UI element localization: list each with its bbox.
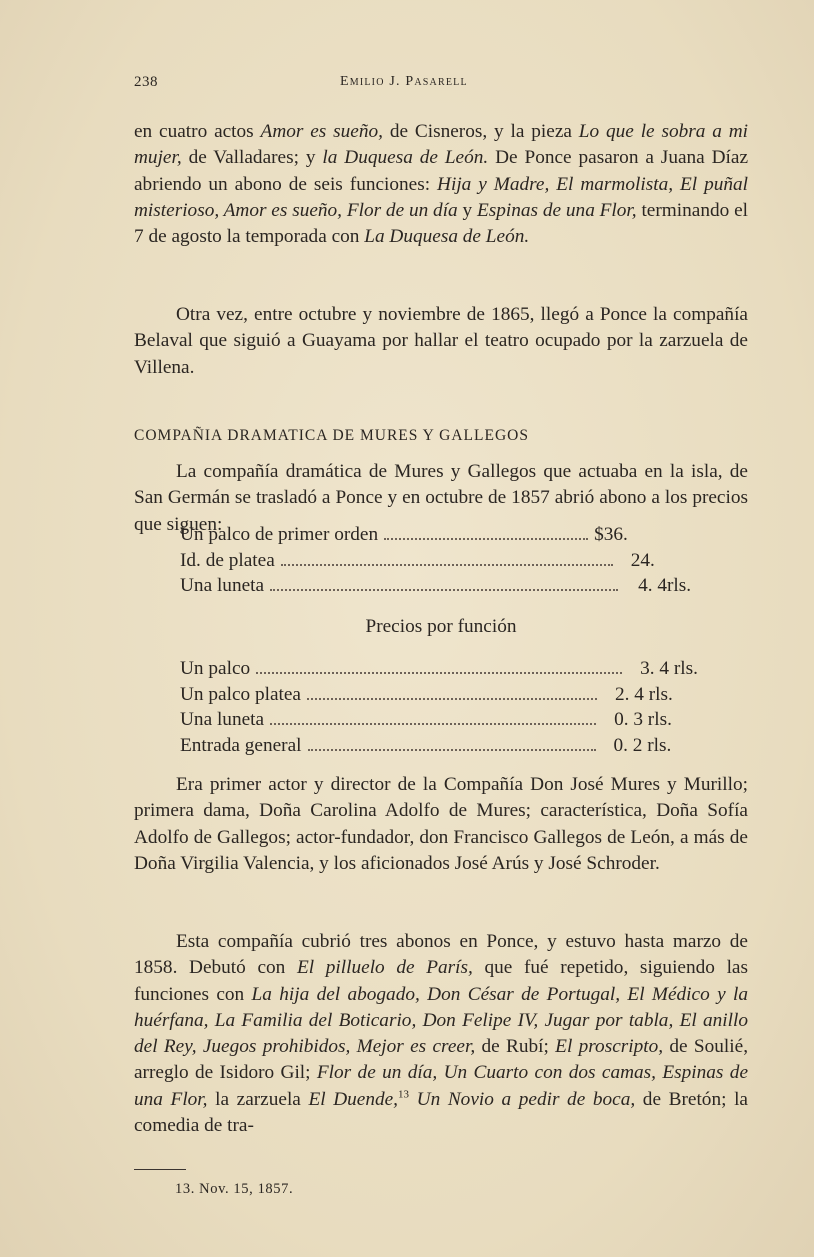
title-italic: El Duende, [308, 1088, 399, 1110]
footnote: 13. Nov. 15, 1857. [175, 1181, 294, 1197]
price-item: Una luneta [180, 575, 265, 596]
paragraph-4-text: Era primer actor y director de la Compañía Don José Mures y Murillo; primera dama, Doña Carolina Adolfo de Mures; característica, Doña Sofía Adolfo de Gallegos; actor-fundador, don Francisco Gallegos de León, a más de Doña Virgilia Valencia, y los aficionados José Arús y José Schroder. [134, 774, 748, 874]
price-row [180, 573, 746, 599]
title-italic: Espinas de una Flor, [477, 199, 637, 221]
price-row [180, 682, 746, 708]
price-value: 0. 3 rls. [614, 709, 672, 730]
title-italic: La Duquesa de León. [364, 226, 530, 248]
title-italic: El pilluelo de París, [296, 957, 473, 979]
text-span: de Soulié, arreglo de Isidoro Gil; [134, 1036, 749, 1084]
footnote-reference: 13 [398, 1088, 410, 1101]
paragraph-2-text: Otra vez, entre octubre y noviembre de 1865, llegó a Ponce la compañía Belaval que siguió a Guayama por hallar el teatro ocupado por la zarzuela de Villena. [134, 304, 748, 378]
paragraph-2 [134, 302, 748, 381]
text-span: Esta compañía cubrió tres abonos en Ponce, y estuvo hasta marzo de 1858. Debutó con [134, 931, 748, 979]
text-span: de Bretón; la comedia de tra- [134, 1088, 748, 1137]
title-italic: la Duquesa de León. [322, 147, 489, 169]
page-number: 238 [134, 74, 158, 90]
text-span: de Valladares; y [181, 147, 323, 169]
page-header [134, 74, 744, 94]
paragraph-1 [134, 119, 748, 250]
title-italic: Hija y Madre, El marmolista, El puñal misterioso, Amor es sueño, Flor de un día [134, 173, 748, 221]
abono-price-table [180, 522, 746, 599]
paragraph-5 [134, 929, 748, 1139]
text-span: y [457, 199, 477, 221]
price-row [180, 707, 746, 733]
paragraph-4 [134, 772, 748, 877]
dot-leader [270, 711, 596, 725]
text-span: en cuatro actos [134, 121, 261, 142]
price-item: Una luneta [180, 709, 265, 730]
dot-leader [307, 686, 597, 700]
text-span: De Ponce pasaron a Juana Díaz abriendo un abono de seis funciones: [134, 147, 749, 195]
text-span: de Cisneros, y la pieza [382, 121, 579, 142]
text-span: la zarzuela [207, 1088, 309, 1110]
price-item: Un palco platea [180, 683, 301, 705]
price-row [180, 733, 746, 759]
price-value: 2. 4 rls. [615, 683, 673, 705]
section-title: COMPAÑIA DRAMATICA DE MURES Y GALLEGOS [134, 427, 529, 444]
price-value: 4. 4rls. [638, 575, 692, 596]
price-item: Entrada general [180, 734, 302, 756]
dot-leader [384, 526, 588, 540]
title-italic: Amor es sueño, [260, 121, 383, 142]
title-italic: Lo que le sobra a mi mujer, [134, 121, 749, 169]
text-span [409, 1089, 417, 1110]
text-span: de Rubí; [475, 1036, 556, 1058]
price-value: 3. 4 rls. [640, 658, 698, 679]
price-value: 0. 2 rls. [613, 734, 672, 756]
price-value: 24. [630, 549, 655, 571]
function-price-table [180, 656, 746, 758]
title-italic: Flor de un día, Un Cuarto con dos camas, Espinas de una Flor, [134, 1062, 748, 1110]
text-span: terminando el 7 de agosto la temporada con [134, 199, 749, 248]
running-head: Emilio J. Pasarell [340, 74, 468, 89]
dot-leader [308, 737, 596, 751]
footnote-divider [134, 1169, 186, 1170]
text-span: que fué repetido, siguiendo las funciones con [134, 957, 748, 1005]
price-item: Un palco [180, 658, 251, 679]
dot-leader [270, 577, 618, 591]
price-row [180, 656, 746, 682]
price-row [180, 522, 746, 548]
price-item: Un palco de primer orden [180, 524, 379, 545]
prices-per-function-heading: Precios por función [365, 616, 517, 637]
title-italic: El proscripto, [555, 1036, 664, 1058]
price-row [180, 548, 746, 574]
dot-leader [256, 660, 622, 674]
title-italic: Un Novio a pedir de boca, [416, 1088, 636, 1110]
title-italic: La hija del abogado, Don César de Portugal, El Médico y la huérfana, La Familia del Boticario, Don Felipe IV, Jugar por tabla, El anillo del Rey, Juegos prohibidos, Mejor es creer, [134, 983, 748, 1058]
price-item: Id. de platea [180, 549, 275, 571]
paragraph-3-text: La compañía dramática de Mures y Gallegos que actuaba en la isla, de San Germán se trasladó a Ponce y en octubre de 1857 abrió abono a los precios que siguen: [134, 461, 748, 535]
dot-leader [281, 552, 613, 566]
price-value: $36. [594, 524, 628, 545]
